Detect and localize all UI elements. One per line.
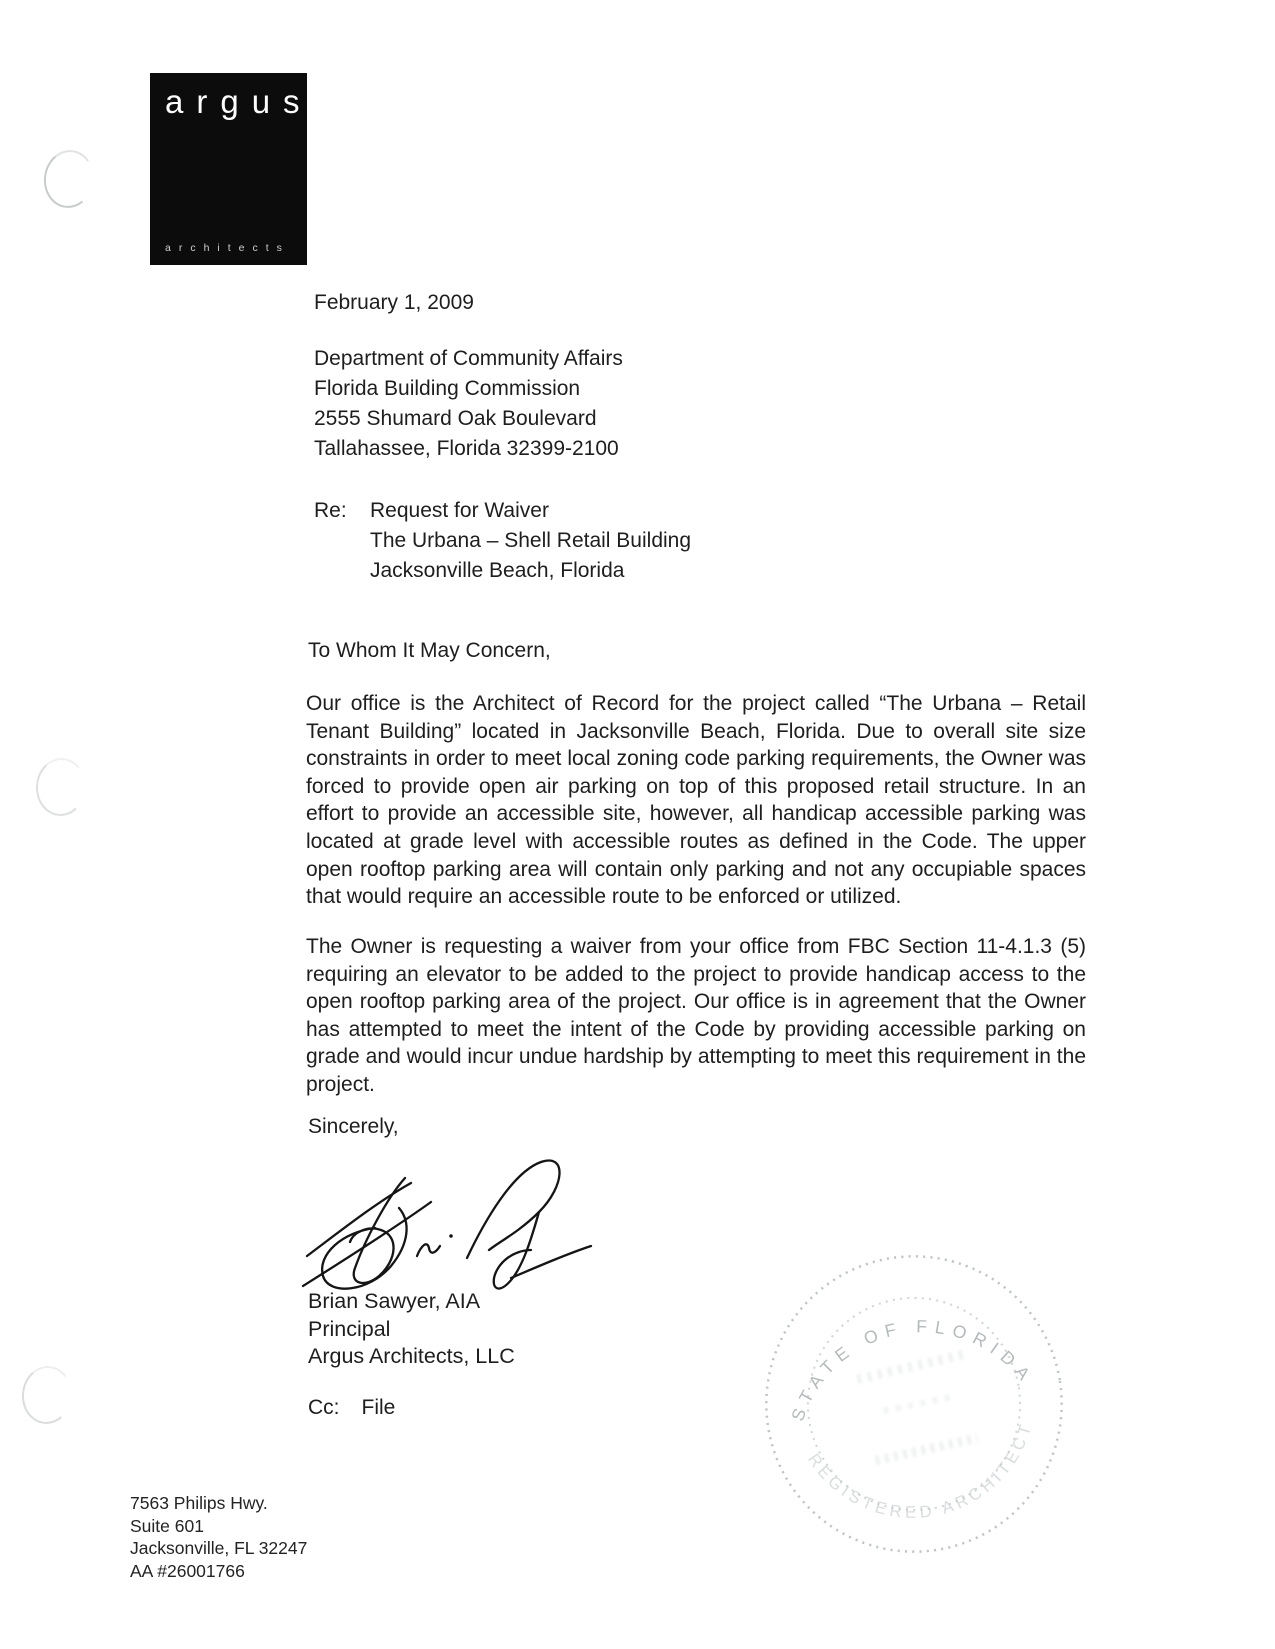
closing: Sincerely, [308, 1115, 399, 1138]
stamp-bottom-arc-text: REGISTERED ARCHITECT [804, 1418, 1037, 1522]
signer-block [308, 1288, 515, 1371]
signer-name: Brian Sawyer, AIA [308, 1289, 481, 1313]
recipient-line: 2555 Shumard Oak Boulevard [314, 407, 597, 430]
scan-artifact [34, 756, 88, 817]
registered-architect-stamp [736, 1226, 1093, 1583]
signer-title: Principal [308, 1316, 391, 1341]
svg-text:STATE OF FLORIDA [775, 1298, 1040, 1426]
salutation: To Whom It May Concern, [308, 639, 551, 662]
signer-company: Argus Architects, LLC [308, 1344, 515, 1368]
svg-text:REGISTERED ARCHITECT [803, 1416, 1049, 1539]
argus-logo [150, 73, 313, 265]
re-block [314, 496, 691, 586]
re-line: The Urbana – Shell Retail Building [370, 529, 692, 552]
footer-line: Suite 601 [130, 1515, 204, 1536]
stamp-illegible-text [856, 1353, 983, 1461]
logo-tagline-text: architects [165, 242, 290, 254]
body-paragraph: Our office is the Architect of Record for the project called “The Urbana – Retail Tenant Building” located in Jacksonville Beach, Florida. Due to overall site size constraints in order to meet local zoning code parking requirements, the Owner was forced to provide open air parking on top of this proposed retail structure. In an effort to provide an accessible site, however, all handicap accessible parking was located at grade level with accessible routes as defined in the Code. The upper open rooftop parking area will contain only parking and not any occupiable spaces that would require an accessible route to be enforced or utilized. [306, 692, 1086, 909]
footer-line: AA #26001766 [130, 1560, 245, 1581]
re-line: Jacksonville Beach, Florida [370, 559, 625, 582]
firm-footer [130, 1492, 307, 1582]
footer-line: 7563 Philips Hwy. [130, 1493, 268, 1513]
cc-line [308, 1396, 395, 1420]
scan-artifact [19, 1364, 75, 1427]
cc-label: Cc: [308, 1396, 340, 1419]
stamp-top-arc-text: STATE OF FLORIDA [787, 1316, 1039, 1424]
recipient-line: Department of Community Affairs [314, 347, 623, 370]
recipient-line: Tallahassee, Florida 32399-2100 [314, 437, 619, 460]
letter-date: February 1, 2009 [314, 291, 474, 314]
recipient-address [314, 344, 623, 464]
cc-value: File [361, 1396, 396, 1419]
recipient-line: Florida Building Commission [314, 377, 581, 400]
logo-brand-text: argus [165, 83, 313, 120]
footer-line: Jacksonville, FL 32247 [130, 1538, 308, 1558]
handwritten-signature [298, 1136, 600, 1296]
re-label: Re: [314, 499, 347, 522]
re-line: Request for Waiver [370, 499, 549, 522]
body-paragraph: The Owner is requesting a waiver from your office from FBC Section 11-4.1.3 (5) requiring an elevator to be added to the project to provide handicap access to the open rooftop parking area of the project. Our office is in agreement that the Owner has attempted to meet the intent of the Code by providing accessible parking on grade and would incur undue hardship by attempting to meet this requirement in the project. [306, 935, 1086, 1096]
re-lines [370, 496, 691, 586]
scan-artifact [40, 147, 98, 211]
